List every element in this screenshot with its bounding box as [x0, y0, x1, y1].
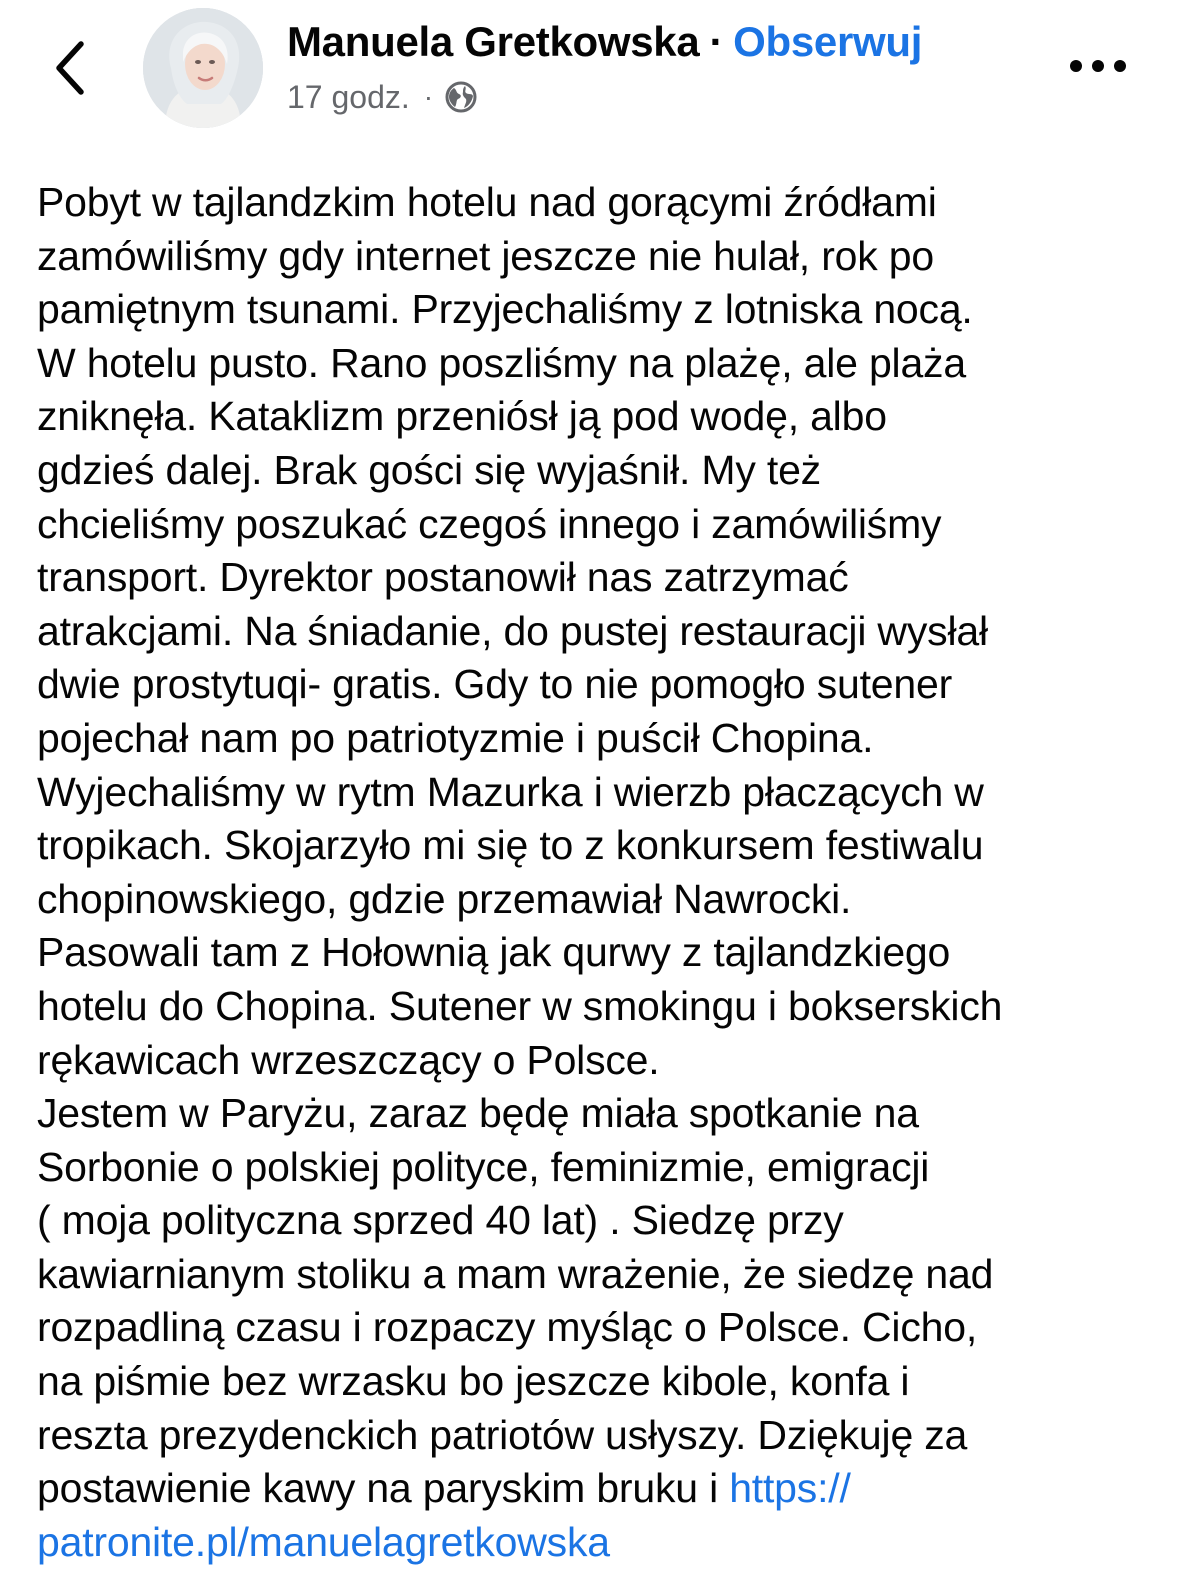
- post-text-line: chcieliśmy poszukać czegoś innego i zamówiliśmy: [37, 500, 942, 547]
- chevron-left-icon: [50, 38, 90, 98]
- post-text-line: pamiętnym tsunami. Przyjechaliśmy z lotniska nocą.: [37, 286, 973, 333]
- author-name[interactable]: Manuela Gretkowska: [287, 18, 700, 65]
- post-text-line: transport. Dyrektor postanowił nas zatrzymać: [37, 554, 849, 601]
- avatar-portrait: [143, 8, 263, 128]
- post-text-line: kawiarnianym stoliku a mam wrażenie, że siedzę nad: [37, 1250, 994, 1297]
- post-text-line: tropikach. Skojarzyło mi się to z konkursem festiwalu: [37, 822, 984, 869]
- post-text-line: [37, 1516, 1157, 1570]
- post-text-line: W hotelu pusto. Rano poszliśmy na plażę, ale plaża: [37, 339, 966, 386]
- post-text-line: pojechał nam po patriotyzmie i puścił Chopina.: [37, 714, 874, 761]
- follow-button[interactable]: Obserwuj: [733, 18, 923, 65]
- author-avatar[interactable]: [143, 8, 263, 128]
- post-text-line: reszta prezydenckich patriotów usłyszy. Dziękuję za: [37, 1411, 968, 1458]
- post-text-line: hotelu do Chopina. Sutener w smokingu i bokserskich: [37, 982, 1003, 1029]
- post-text-line: Pobyt w tajlandzkim hotelu nad gorącymi źródłami: [37, 179, 937, 225]
- post-text-line: rozpadliną czasu i rozpaczy myśląc o Polsce. Cicho,: [37, 1304, 978, 1351]
- author-line: [287, 14, 922, 70]
- post-text-line: atrakcjami. Na śniadanie, do pustej restauracji wysłał: [37, 607, 988, 654]
- more-options-button[interactable]: [1062, 44, 1134, 88]
- post-text-line: dwie prostytuqi- gratis. Gdy to nie pomogło sutener: [37, 661, 953, 708]
- post-text-line: Wyjechaliśmy w rytm Mazurka i wierzb płaczących w: [37, 768, 984, 815]
- more-horizontal-icon: [1068, 58, 1128, 74]
- post-text-line: chopinowskiego, gdzie przemawiał Nawrocki.: [37, 875, 852, 922]
- post-text-line: na piśmie bez wrzasku bo jeszcze kibole, konfa i: [37, 1358, 910, 1405]
- post-text-line: Jestem w Paryżu, zaraz będę miała spotkanie na: [37, 1090, 919, 1137]
- post-meta: [287, 74, 477, 120]
- post-text-line: Pasowali tam z Hołownią jak qurwy z tajlandzkiego: [37, 929, 951, 976]
- post-text-line: gdzieś dalej. Brak gości się wyjaśnił. My też: [37, 446, 821, 493]
- post-text-line: zniknęła. Kataklizm przeniósł ją pod wodę, albo: [37, 393, 887, 440]
- patronite-link[interactable]: https://: [729, 1465, 851, 1512]
- post-text: [37, 176, 1157, 1569]
- back-button[interactable]: [40, 30, 100, 106]
- name-separator: ·: [709, 18, 724, 65]
- post-text-line: zamówiliśmy gdy internet jeszcze nie hulał, rok po: [37, 232, 934, 279]
- patronite-link-continued[interactable]: patronite.pl/manuelagretkowska: [37, 1518, 610, 1565]
- post-text-line: Sorbonie o polskiej polityce, feminizmie, emigracji: [37, 1143, 930, 1190]
- meta-separator: ·: [423, 81, 434, 112]
- post-text-line: ( moja polityczna sprzed 40 lat) . Siedzę przy: [37, 1197, 844, 1244]
- post-text-line-with-link: [37, 1462, 1157, 1516]
- post-header: [0, 0, 1177, 140]
- globe-icon: [445, 81, 477, 113]
- post-timestamp[interactable]: 17 godz.: [287, 78, 410, 115]
- post-text-fragment: postawienie kawy na paryskim bruku i: [37, 1465, 730, 1512]
- post-text-line: rękawicach wrzeszczący o Polsce.: [37, 1036, 660, 1083]
